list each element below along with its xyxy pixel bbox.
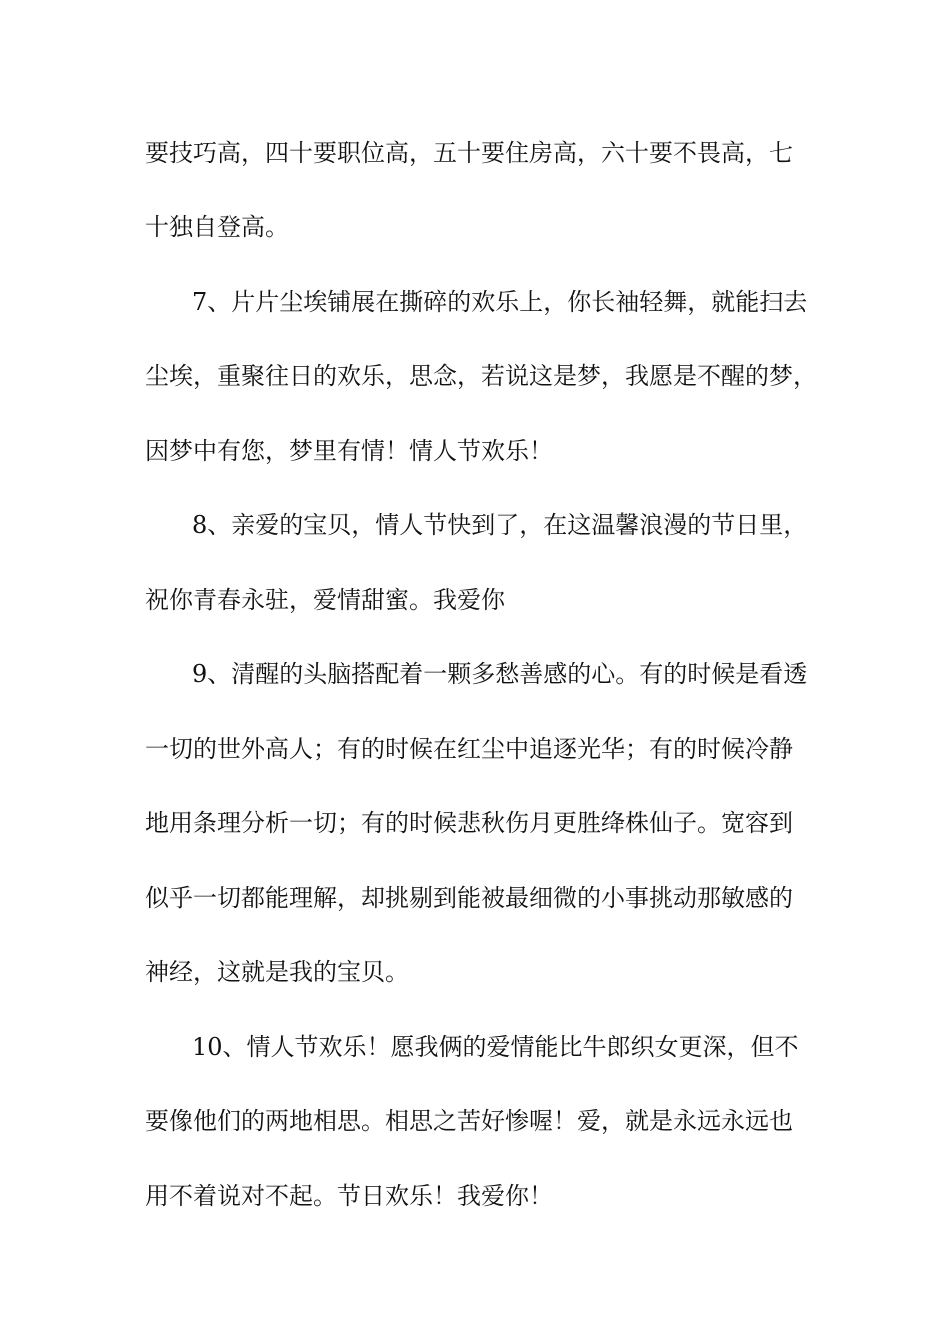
text-line: 神经，这就是我的宝贝。: [145, 958, 409, 986]
paragraph-10-start: 10、情人节欢乐！愿我俩的爱情能比牛郎织女更深，但不: [192, 1033, 799, 1061]
text-line: 似乎一切都能理解，却挑剔到能被最细微的小事挑动那敏感的: [145, 884, 793, 912]
text-line: 十独自登高。: [145, 213, 289, 241]
text-line: 因梦中有您，梦里有情！情人节欢乐！: [145, 437, 553, 465]
text-line: 一切的世外高人；有的时候在红尘中追逐光华；有的时候冷静: [145, 735, 793, 763]
text-line: 要技巧高，四十要职位高，五十要住房高，六十要不畏高，七: [145, 139, 793, 167]
paragraph-7-start: 7、片片尘埃铺展在撕碎的欢乐上，你长袖轻舞，就能扫去: [192, 288, 808, 316]
text-line: 祝你青春永驻，爱情甜蜜。我爱你: [145, 586, 505, 614]
text-line: 要像他们的两地相思。相思之苦好惨喔！爱，就是永远永远也: [145, 1107, 793, 1135]
text-line: 尘埃，重聚往日的欢乐，思念，若说这是梦，我愿是不醒的梦，: [145, 362, 817, 390]
text-line: 地用条理分析一切；有的时候悲秋伤月更胜绛株仙子。宽容到: [145, 809, 793, 837]
paragraph-8-start: 8、亲爱的宝贝，情人节快到了，在这温馨浪漫的节日里，: [192, 511, 808, 539]
text-line: 用不着说对不起。节日欢乐！我爱你！: [145, 1182, 553, 1210]
paragraph-9-start: 9、清醒的头脑搭配着一颗多愁善感的心。有的时候是看透: [192, 660, 808, 688]
